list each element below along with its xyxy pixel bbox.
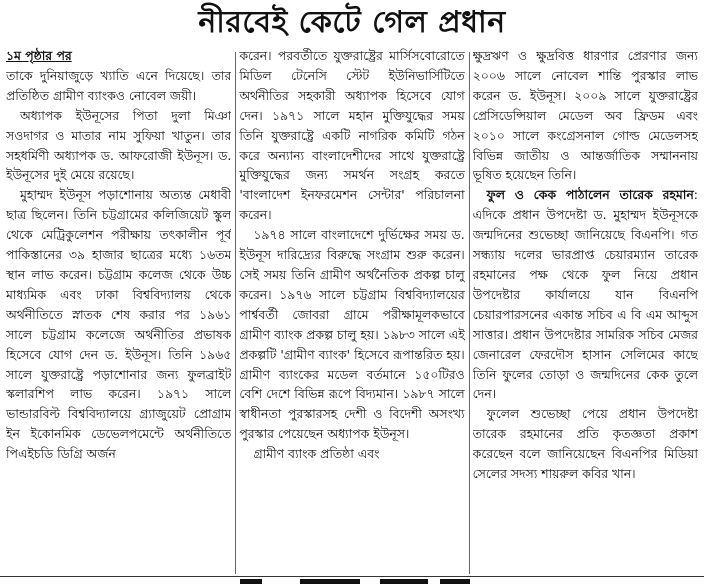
paragraph: করেন। পরবর্তীতে যুক্তরাষ্ট্রের মার্সিসবোরোতে মিডিল টেনেসি স্টেট ইউনিভার্সিটিতে অর্থনীতির সহকারী অধ্যাপক হিসেবে যোগ দেন। ১৯৭১ সালে মহান মুক্তিযুদ্ধের সময় তিনি যুক্তরাষ্ট্রে একটি নাগরিক কমিটি গঠন করে অন্যান্য বাংলাদেশীদের সাথে যুক্তরাষ্ট্রে মুক্তিযুদ্ধের জন্য সমর্থন সংগ্রহ করতে 'বাংলাদেশ ইনফরমেশন সেন্টার' পরিচালনা করেন। xyxy=(239,48,465,223)
column-2 xyxy=(239,46,464,576)
paragraph: গ্রামীণ ব্যাংক প্রতিষ্ঠা এবং xyxy=(253,446,380,462)
paragraph: ক্ষুদ্রঋণ ও ক্ষুদ্রবিত্ত ধারণার প্রেরণার জন্য ২০০৬ সালে নোবেল শান্তি পুরস্কার লাভ করেন ড. ইউনূস। ২০০৯ সালে যুক্তরাষ্ট্রের প্রেসিডেন্সিয়াল মেডেল অব ফ্রিডম এবং ২০১০ সালে কংগ্রেসনাল গোল্ড মেডেলসহ বিভিন্ন জাতীয় ও আন্তর্জাতিক সম্মাননায় ভূষিত হয়েছেন তিনি। xyxy=(472,48,698,183)
text-fragment xyxy=(440,579,470,584)
text-fragment xyxy=(240,579,262,584)
article-body xyxy=(6,46,698,576)
column-3 xyxy=(473,46,698,576)
paragraph: অধ্যাপক ইউনূসের পিতা দুলা মিঞা সওদাগর ও মাতার নাম সুফিয়া খাতুন। তার সহধর্মিণী অধ্যাপক ড. আফরোজী ইউনূস। ড. ইউনূসের দুই মেয়ে রয়েছে। xyxy=(6,107,232,183)
column-1 xyxy=(6,46,231,576)
subheading: ফুল ও কেক পাঠালেন তারেক রহমান xyxy=(486,187,694,203)
paragraph: তাকে দুনিয়াজুড়ে খ্যাতি এনে দিয়েছে। তার প্রতিষ্ঠিত গ্রামীণ ব্যাংকও নোবেল জয়ী। xyxy=(6,67,232,103)
paragraph: ফুলেল শুভেচ্ছা পেয়ে প্রধান উপদেষ্টা তারেক রহমানের প্রতি কৃতজ্ঞতা প্রকাশ করেছেন বলে জানিয়েছেন বিএনপির মিডিয়া সেলের সদস্য শায়রুল কবির খান। xyxy=(472,406,698,482)
paragraph: ১৯৭৪ সালে বাংলাদেশে দুর্ভিক্ষের সময় ড. ইউনূস দারিদ্র্যের বিরুদ্ধে সংগ্রাম শুরু করেন। সেই সময় তিনি গ্রামীণ অর্থনৈতিক প্রকল্প চালু করেন। ১৯৭৬ সালে চট্টগ্রাম বিশ্ববিদ্যালয়ের পার্শ্ববর্তী জোবরা গ্রামে পরীক্ষামূলকভাবে গ্রামীণ ব্যাংক প্রকল্প চালু হয়। ১৯৮৩ সালে এই প্রকল্পটি 'গ্রামীণ ব্যাংক' হিসেবে রূপান্তরিত হয়। গ্রামীণ ব্যাংকের মডেল বর্তমানে ১৫০টিরও বেশি দেশে বিভিন্ন রূপে বিদ্যমান। ১৯৮৭ সালে স্বাধীনতা পুরস্কারসহ দেশী ও বিদেশী অসংখ্য পুরস্কার পেয়েছেন অধ্যাপক ইউনূস। xyxy=(239,227,465,442)
paragraph: মুহাম্মদ ইউনূস পড়াশোনায় অত্যন্ত মেধাবী ছাত্র ছিলেন। তিনি চট্টগ্রামের কলিজিয়েট স্কুল থেকে মেট্রিকুলেশন পরীক্ষায় তৎকালীন পূর্ব পাকিস্তানের ৩৯ হাজার ছাত্রের মধ্যে ১৬তম স্থান লাভ করেন। চট্টগ্রাম কলেজ থেকে উচ্চ মাধ্যমিক এবং ঢাকা বিশ্ববিদ্যালয় থেকে অর্থনীতিতে স্নাতক শেষ করার পর ১৯৬১ সালে চট্টগ্রাম কলেজে অর্থনীতির প্রভাষক হিসেবে যোগ দেন ড. ইউনূস। তিনি ১৯৬৫ সালে যুক্তরাষ্ট্রে পড়াশোনার জন্য ফুলব্রাইট স্কলারশিপ লাভ করেন। ১৯৭১ সালে ভান্ডারবিল্ট বিশ্ববিদ্যালয়ে গ্র্যাজুয়েট প্রোগ্রাম ইন ইকোনমিক ডেভেলপমেন্টে অর্থনীতিতে পিএইচডি ডিগ্রি অর্জন xyxy=(6,187,232,462)
article-headline: নীরবেই কেটে গেল প্রধান xyxy=(198,5,506,40)
paragraph: : এদিকে প্রধান উপদেষ্টা ড. মুহাম্মদ ইউনূসকে জন্মদিনের শুভেচ্ছা জানিয়েছে বিএনপি। গত সন্ধ্যায় দলের ভারপ্রাপ্ত চেয়ারম্যান তারেক রহমানের পক্ষ থেকে ফুল নিয়ে প্রধান উপদেষ্টার কার্যালয়ে যান বিএনপি চেয়ারপারসনের একান্ত সচিব এ বি এম আব্দুস সাত্তার। প্রধান উপদেষ্টার সামরিক সচিব মেজর জেনারেল ফেরদৌস হাসান সেলিমের কাছে তিনি ফুলের তোড়া ও জন্মদিনের কেক তুলে দেন। xyxy=(472,187,698,402)
continued-from-kicker: ১ম পৃষ্ঠার পর xyxy=(6,48,72,63)
text-fragment xyxy=(300,579,360,584)
text-fragment xyxy=(380,579,428,584)
